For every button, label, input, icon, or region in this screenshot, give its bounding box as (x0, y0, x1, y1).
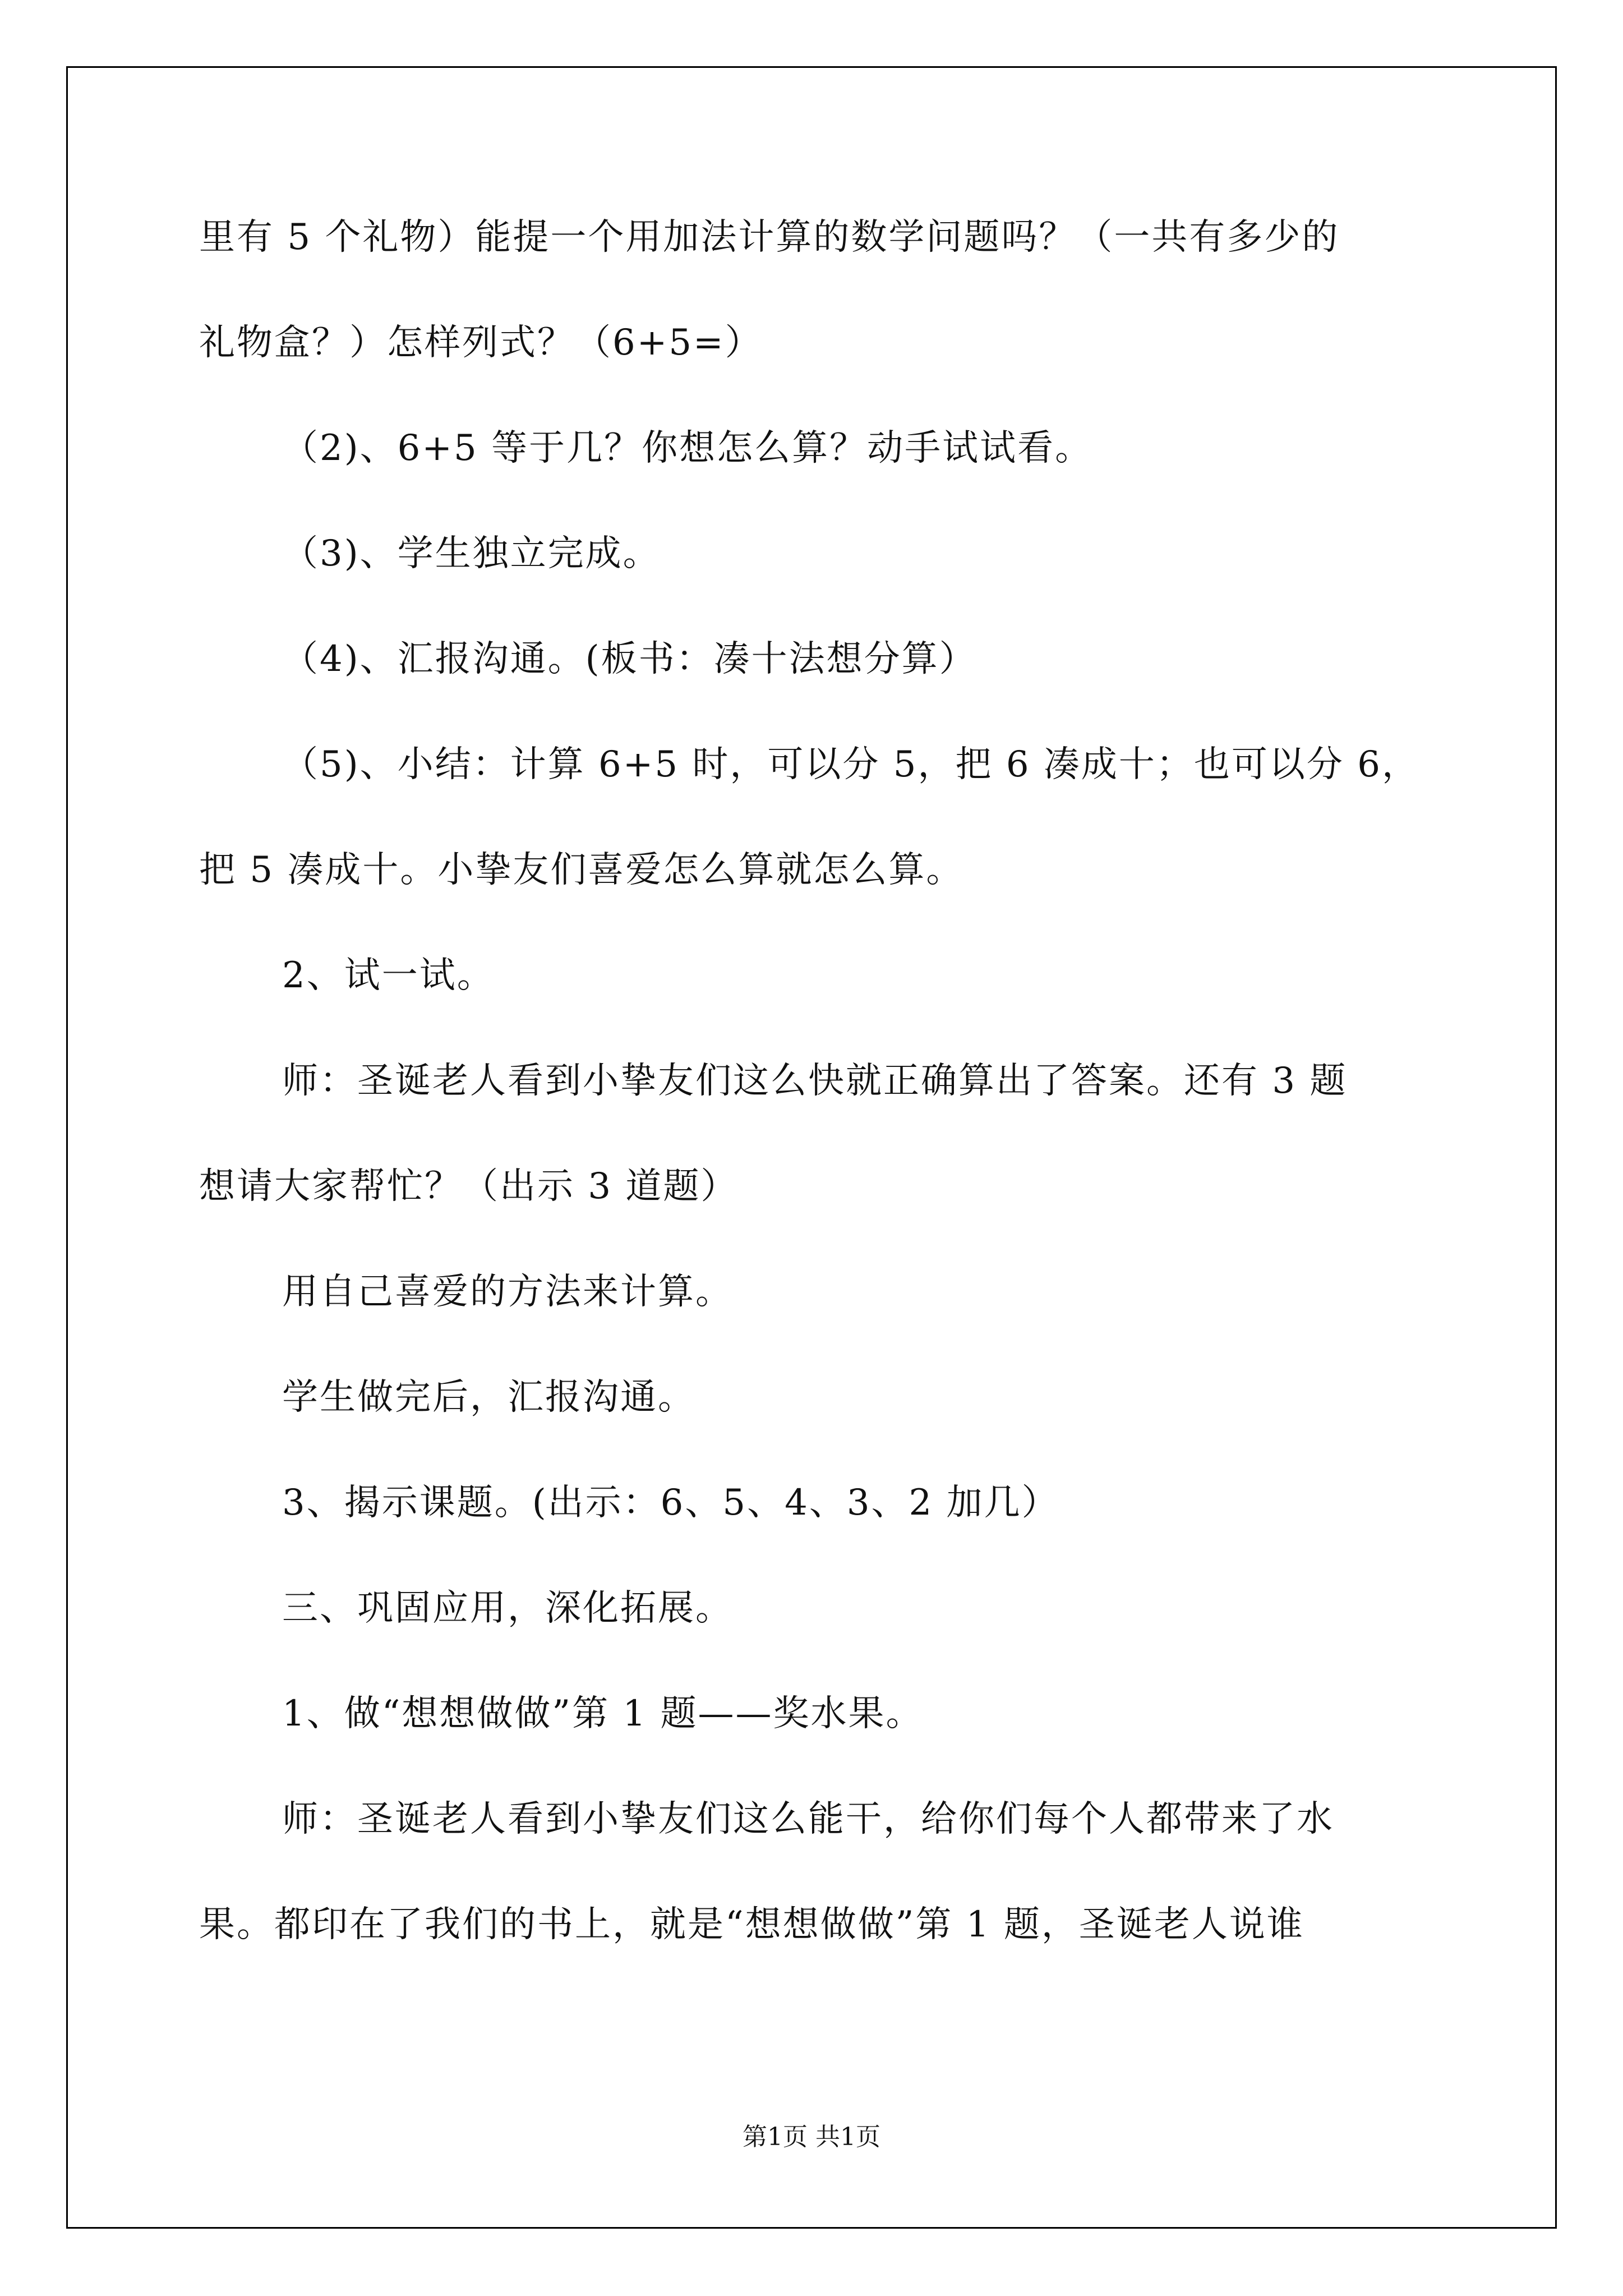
text-line: 果。都印在了我们的书上，就是“想想做做”第 1 题，圣诞老人说谁 (199, 1904, 1304, 1945)
text-line: 1、做“想想做做”第 1 题——奖水果。 (282, 1693, 924, 1734)
text-line: 师：圣诞老人看到小挚友们这么快就正确算出了答案。还有 3 题 (282, 1060, 1348, 1102)
text-line: （5)、小结：计算 6+5 时，可以分 5，把 6 凑成十；也可以分 6， (282, 744, 1419, 785)
text-line: 3、揭示课题。(出示：6、5、4、3、2 加几） (282, 1482, 1059, 1524)
text-line: （3)、学生独立完成。 (282, 533, 661, 574)
text-line: 三、巩固应用，深化拓展。 (282, 1588, 733, 1629)
text-line: （4)、汇报沟通。(板书：凑十法想分算） (282, 638, 977, 680)
text-line: 用自己喜爱的方法来计算。 (282, 1271, 733, 1313)
text-line: 师：圣诞老人看到小挚友们这么能干，给你们每个人都带来了水 (282, 1798, 1334, 1840)
text-line: 2、试一试。 (282, 955, 495, 996)
text-line: 想请大家帮忙？（出示 3 道题） (199, 1166, 739, 1207)
text-line: 把 5 凑成十。小挚友们喜爱怎么算就怎么算。 (199, 849, 964, 891)
text-line: 里有 5 个礼物）能提一个用加法计算的数学问题吗？（一共有多少的 (199, 217, 1340, 258)
page-footer: 第1页 共1页 (743, 2123, 880, 2151)
text-line: 礼物盒？）怎样列式？（6+5=） (199, 322, 763, 364)
text-line: 学生做完后，汇报沟通。 (282, 1377, 695, 1418)
text-line: （2)、6+5 等于几？你想怎么算？动手试试看。 (282, 427, 1093, 469)
